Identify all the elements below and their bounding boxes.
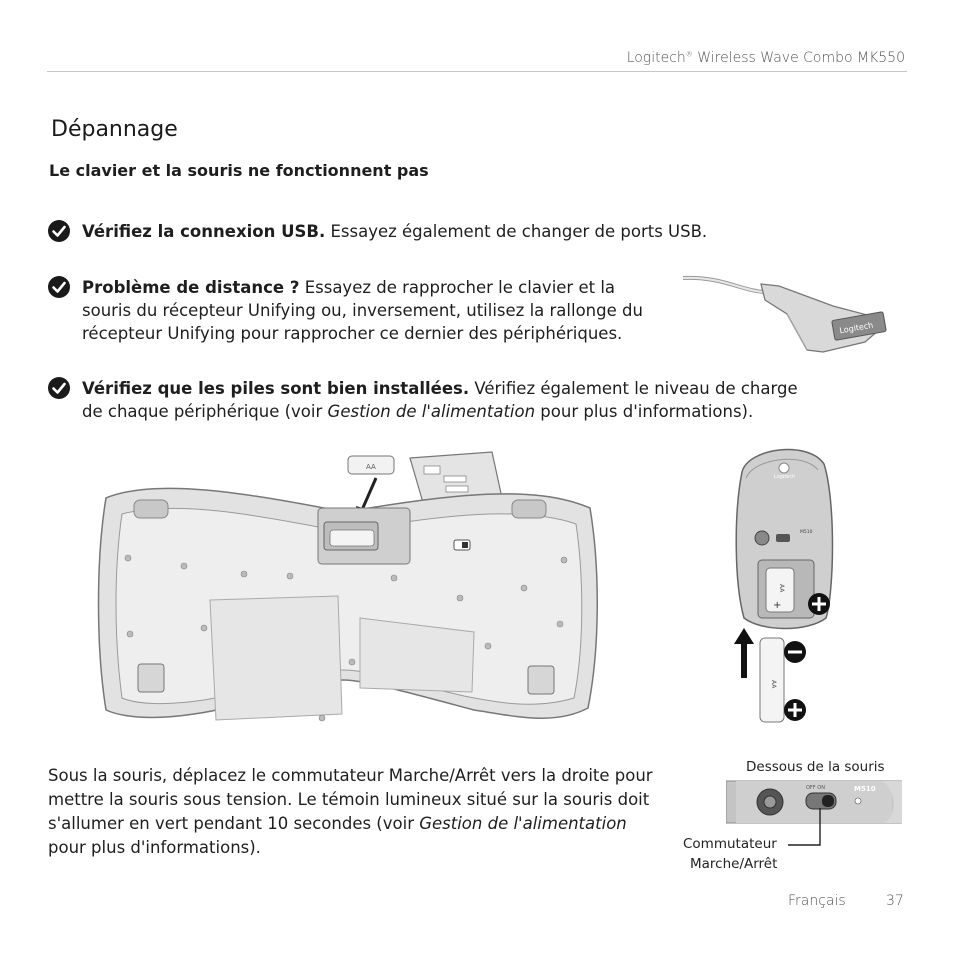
underside-model: M510 xyxy=(854,785,876,793)
page-number: 37 xyxy=(886,893,904,909)
label-switch-2: Marche/Arrêt xyxy=(690,856,778,872)
callout-line xyxy=(788,806,828,850)
arrow-up-icon xyxy=(734,628,754,644)
mouse-model: M510 xyxy=(800,530,813,535)
item-batteries xyxy=(82,377,842,423)
battery-label: AA xyxy=(366,463,376,471)
header-brand: Logitech xyxy=(626,50,686,66)
check-icon xyxy=(48,220,70,242)
battery-icon xyxy=(348,456,394,474)
item-distance-line3: récepteur Unifying pour rapprocher ce dernier des périphériques. xyxy=(82,324,623,343)
item-usb-text: Essayez également de changer de ports USB. xyxy=(325,222,708,241)
item-batteries-bold: Vérifiez que les piles sont bien installées. xyxy=(82,379,470,398)
footer-language: Français xyxy=(788,893,846,909)
item-distance-line2: souris du récepteur Unifying ou, inversement, utilisez la rallonge du xyxy=(82,301,643,320)
check-icon xyxy=(48,276,70,298)
check-icon xyxy=(48,377,70,399)
label-switch-1: Commutateur xyxy=(683,836,777,852)
header-rule xyxy=(47,71,907,72)
item-batteries-line2-post: pour plus d'informations). xyxy=(535,402,754,421)
header-product: Wireless Wave Combo MK550 xyxy=(697,50,905,66)
registered-mark: ® xyxy=(685,50,693,59)
power-switch-paragraph xyxy=(48,764,678,860)
mouse-battery-label-top: AA xyxy=(778,584,785,593)
bottom-line4: pour plus d'informations). xyxy=(48,838,261,857)
mouse-battery-label-loose: AA xyxy=(770,680,777,689)
item-batteries-line2-italic: Gestion de l'alimentation xyxy=(327,402,536,421)
item-distance-line1: Essayez de rapprocher le clavier et la xyxy=(299,278,616,297)
receiver-logo: Logitech xyxy=(838,320,874,336)
mouse-logo: Logitech xyxy=(774,474,796,480)
running-header xyxy=(627,50,905,66)
section-subtitle: Le clavier et la souris ne fonctionnent pas xyxy=(49,161,429,180)
bottom-line1: Sous la souris, déplacez le commutateur Marche/Arrêt vers la droite pour xyxy=(48,766,653,785)
item-batteries-line2-pre: de chaque périphérique (voir xyxy=(82,402,328,421)
keyboard-underside-illustration xyxy=(94,448,604,744)
svg-text:+: + xyxy=(773,600,782,611)
bottom-line2: mettre la souris sous tension. Le témoin lumineux situé sur la souris doit xyxy=(48,790,650,809)
item-batteries-line1: Vérifiez également le niveau de charge xyxy=(469,379,798,398)
unifying-receiver-extender-illustration xyxy=(683,270,893,360)
page-title: Dépannage xyxy=(51,117,178,142)
item-distance-bold: Problème de distance ? xyxy=(82,278,300,297)
item-usb-bold: Vérifiez la connexion USB. xyxy=(82,222,326,241)
label-mouse-underside: Dessous de la souris xyxy=(746,759,885,775)
bottom-line3-italic: Gestion de l'alimentation xyxy=(419,814,627,833)
mouse-battery-illustration xyxy=(728,442,844,728)
bottom-line3-pre: s'allumer en vert pendant 10 secondes (voir xyxy=(48,814,420,833)
item-usb xyxy=(82,220,707,243)
switch-label: OFF ON xyxy=(806,785,825,791)
item-distance xyxy=(82,276,682,345)
